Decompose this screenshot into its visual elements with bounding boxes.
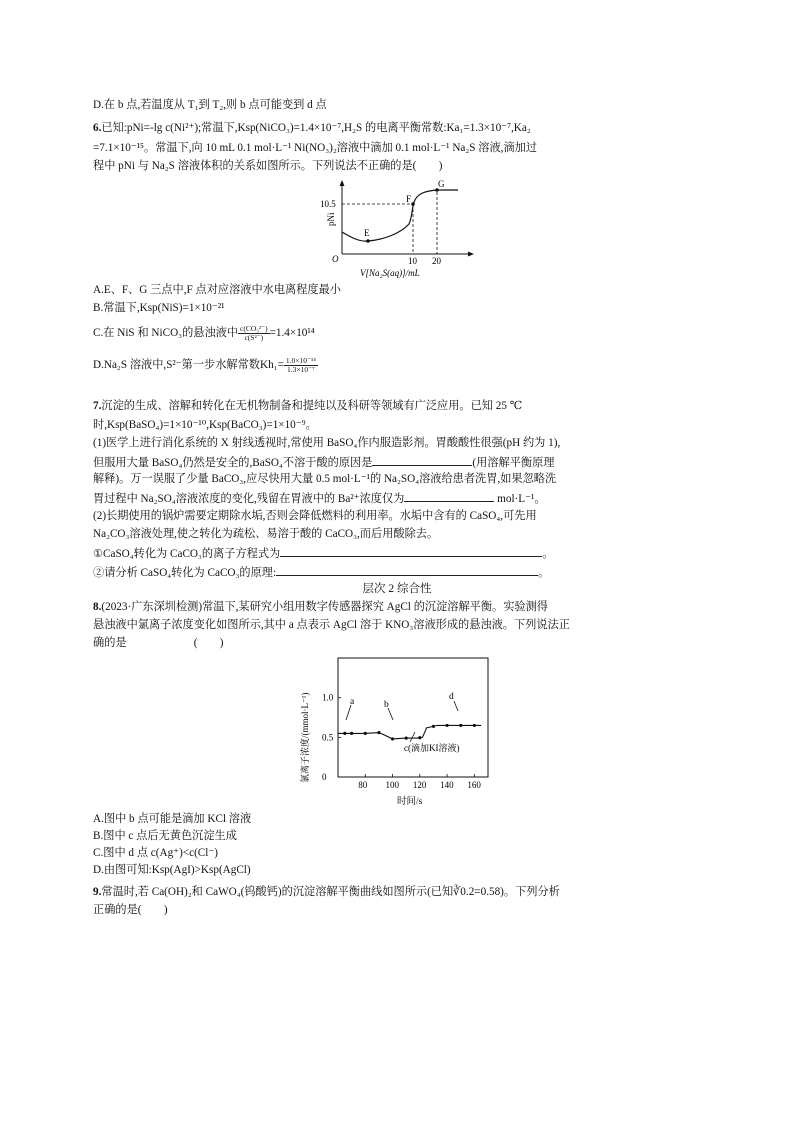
q8-xtick-label: 160 bbox=[467, 780, 481, 790]
q8-data-point bbox=[432, 725, 435, 728]
q7-line9-post: 。 bbox=[542, 548, 554, 560]
section-heading: 层次 2 综合性 bbox=[362, 583, 432, 595]
q7-answer-blank-3[interactable] bbox=[280, 545, 542, 557]
q7-stem-line8: Na₂CO₃溶液处理,使之转化为疏松、易溶于酸的 CaCO₃,而后用酸除去。 bbox=[93, 528, 439, 540]
q7-line6-pre: 胃过程中 Na₂SO₄溶液浓度的变化,残留在胃液中的 Ba²⁺浓度仅为 bbox=[93, 493, 405, 505]
q7-stem-line4 bbox=[93, 454, 554, 470]
q7-line4-post: (用溶解平衡原理 bbox=[472, 457, 555, 469]
q8-ytick-label: 0 bbox=[322, 772, 327, 782]
q8-data-point bbox=[418, 736, 421, 739]
q8-data-point bbox=[350, 732, 353, 735]
q8-line1-text: (2023·广东深圳检测)常温下,某研究小组用数字传感器探究 AgCl 的沉淀溶解平衡。实验测得 bbox=[101, 601, 548, 613]
q8-xtick-label: 120 bbox=[412, 780, 427, 790]
q7-stem-line3: (1)医学上进行消化系统的 X 射线透视时,常使用 BaSO₄作内服造影剂。胃酸酸性很强(pH 约为 1), bbox=[93, 437, 561, 449]
q9-line1-text: 常温时,若 Ca(OH)₂和 CaWO₄(钨酸钙)的沉淀溶解平衡曲线如图所示(已知∛0.2=0.58)。下列分析 bbox=[101, 886, 560, 898]
q8-data-point bbox=[364, 732, 367, 735]
q8-annot-b: b bbox=[384, 700, 389, 710]
q7-answer-blank-2[interactable] bbox=[404, 490, 494, 502]
q6-pni-chart bbox=[320, 178, 480, 280]
q6-ytick-105: 10.5 bbox=[320, 199, 336, 209]
q6-xlabel: V[Na₂S(aq)]/mL bbox=[360, 268, 420, 278]
q6-x-axis-arrow bbox=[468, 252, 474, 257]
q6-option-c-den: c(S²⁻) bbox=[244, 333, 264, 342]
q6-option-c-num: c(CO₃²⁻) bbox=[240, 324, 268, 333]
q8-stem-line3: 确的是 ( ) bbox=[93, 637, 224, 649]
q6-option-c-pre: C.在 NiS 和 NiCO₃的悬浊液中 bbox=[93, 327, 239, 340]
q9-number: 9. bbox=[93, 886, 102, 898]
q5-option-d: D.在 b 点,若温度从 T₁到 T₂,则 b 点可能变到 d 点 bbox=[93, 99, 327, 111]
q7-stem-line9 bbox=[93, 545, 553, 561]
q8-arrow-d bbox=[454, 701, 458, 711]
q8-number: 8. bbox=[93, 601, 102, 613]
q6-ylabel: pNi bbox=[326, 212, 336, 226]
q8-chloride-chart bbox=[296, 648, 501, 808]
q6-option-a: A.E、F、G 三点中,F 点对应溶液中水电离程度最小 bbox=[93, 284, 341, 296]
q8-curve bbox=[338, 725, 481, 739]
q8-annot-c: c(滴加KI溶液) bbox=[404, 743, 460, 753]
q8-data-point bbox=[473, 724, 476, 727]
q6-label-e: E bbox=[364, 228, 370, 238]
q6-option-d-fraction bbox=[284, 357, 318, 374]
q7-answer-blank-4[interactable] bbox=[276, 564, 538, 576]
q8-plot-frame bbox=[338, 658, 488, 777]
q6-option-b: B.常温下,Ksp(NiS)=1×10⁻²¹ bbox=[93, 302, 225, 314]
q7-stem-line2: 时,Ksp(BaSO₄)=1×10⁻¹⁰,Ksp(BaCO₃)=1×10⁻⁹。 bbox=[93, 419, 317, 431]
q6-stem-line1 bbox=[93, 121, 531, 135]
q9-stem-line2: 正确的是( ) bbox=[93, 904, 168, 916]
q6-option-d-den: 1.3×10⁻⁷ bbox=[287, 365, 315, 374]
q7-stem-line7: (2)长期使用的锅炉需要定期除水垢,否则会降低燃料的利用率。水垢中含有的 CaSO₄,可先用 bbox=[93, 510, 537, 522]
q6-stem-line3: 程中 pNi 与 Na₂S 溶液体积的关系如图所示。下列说法不正确的是( ) bbox=[93, 160, 443, 172]
q6-number: 6. bbox=[93, 122, 102, 134]
q6-line1-text: 已知:pNi=-lg c(Ni²⁺);常温下,Ksp(NiCO₃)=1.4×10⁻⁷,H₂S 的电离平衡常数:Ka₁=1.3×10⁻⁷,Ka₂ bbox=[101, 122, 531, 134]
q8-data-point bbox=[343, 732, 346, 735]
q6-xtick-20: 20 bbox=[432, 256, 441, 266]
q8-data-point bbox=[377, 731, 380, 734]
q6-point-e bbox=[366, 239, 370, 243]
q8-stem-line2: 悬浊液中氯离子浓度变化如图所示,其中 a 点表示 AgCl 溶于 KNO₃溶液形成的悬浊液。下列说法正 bbox=[93, 619, 570, 631]
q6-curve bbox=[342, 190, 458, 241]
q8-annot-d: d bbox=[449, 692, 454, 702]
q7-number: 7. bbox=[93, 400, 102, 412]
q8-xtick-label: 100 bbox=[385, 780, 400, 790]
q8-annot-a: a bbox=[350, 697, 355, 707]
q7-answer-blank-1[interactable] bbox=[372, 454, 472, 466]
q8-xtick-label: 140 bbox=[440, 780, 454, 790]
q8-option-a: A.图中 b 点可能是滴加 KCl 溶液 bbox=[93, 813, 252, 825]
q6-y-axis-arrow bbox=[340, 180, 345, 186]
q6-option-c bbox=[93, 325, 315, 342]
q6-origin: O bbox=[332, 254, 339, 264]
q8-data-point bbox=[459, 724, 462, 727]
q7-line4-pre: 但服用大量 BaSO₄仍然是安全的,BaSO₄不溶于酸的原因是 bbox=[93, 457, 373, 469]
q8-ytick-label: 0.5 bbox=[322, 732, 334, 743]
q6-stem-line2: =7.1×10⁻¹⁵。常温下,向 10 mL 0.1 mol·L⁻¹ Ni(NO₃)₂溶液中滴加 0.1 mol·L⁻¹ Na₂S 溶液,滴加过 bbox=[93, 142, 538, 154]
q7-line9-pre: ①CaSO₄转化为 CaCO₃的离子方程式为 bbox=[93, 548, 281, 560]
q6-option-d bbox=[93, 357, 318, 374]
q8-arrow-a bbox=[346, 705, 351, 720]
q8-data-point bbox=[391, 737, 394, 740]
q7-stem-line6 bbox=[93, 490, 546, 506]
q8-arrow-b bbox=[388, 708, 393, 720]
q8-xlabel: 时间/s bbox=[397, 797, 423, 807]
q8-option-b: B.图中 c 点后无黄色沉淀生成 bbox=[93, 830, 237, 842]
q8-option-d: D.由图可知:Ksp(AgI)>Ksp(AgCl) bbox=[93, 864, 251, 876]
q7-line10-post: 。 bbox=[538, 567, 550, 579]
q6-label-g: G bbox=[438, 179, 445, 189]
q8-ylabel: 氯离子浓度/(mmol·L⁻¹) bbox=[300, 692, 310, 783]
q6-option-d-pre: D.Na₂S 溶液中,S²⁻第一步水解常数Kh₁= bbox=[93, 359, 284, 372]
q7-stem-line1 bbox=[93, 399, 522, 413]
q8-arrow-c bbox=[410, 732, 415, 742]
q8-data-point bbox=[445, 724, 448, 727]
q6-label-f: F bbox=[406, 194, 412, 204]
q8-option-c: C.图中 d 点 c(Ag⁺)<c(Cl⁻) bbox=[93, 847, 219, 859]
q6-point-f bbox=[411, 202, 415, 206]
q8-xtick-label: 80 bbox=[358, 780, 368, 790]
q8-stem-line1 bbox=[93, 600, 548, 614]
q7-line1-text: 沉淀的生成、溶解和转化在无机物制备和提纯以及科研等领域有广泛应用。已知 25 ℃ bbox=[101, 400, 523, 412]
q6-option-d-num: 1.0×10⁻¹⁴ bbox=[285, 356, 316, 365]
q7-stem-line5: 解释)。万一误服了少量 BaCO₃,应尽快用大量 0.5 mol·L⁻¹的 Na₂SO₄溶液给患者洗胃,如果忽略洗 bbox=[93, 473, 557, 485]
q6-xtick-10: 10 bbox=[408, 256, 417, 266]
q6-option-c-post: =1.4×10¹⁴ bbox=[269, 327, 315, 340]
q8-data-point bbox=[405, 737, 408, 740]
q7-stem-line10 bbox=[93, 564, 549, 580]
q7-line10-pre: ②请分析 CaSO₄转化为 CaCO₃的原理: bbox=[93, 567, 277, 579]
q6-option-c-fraction bbox=[238, 325, 270, 342]
q7-line6-post: mol·L⁻¹。 bbox=[497, 493, 546, 505]
q9-stem-line1 bbox=[93, 885, 560, 899]
q8-ytick-label: 1.0 bbox=[322, 692, 334, 703]
